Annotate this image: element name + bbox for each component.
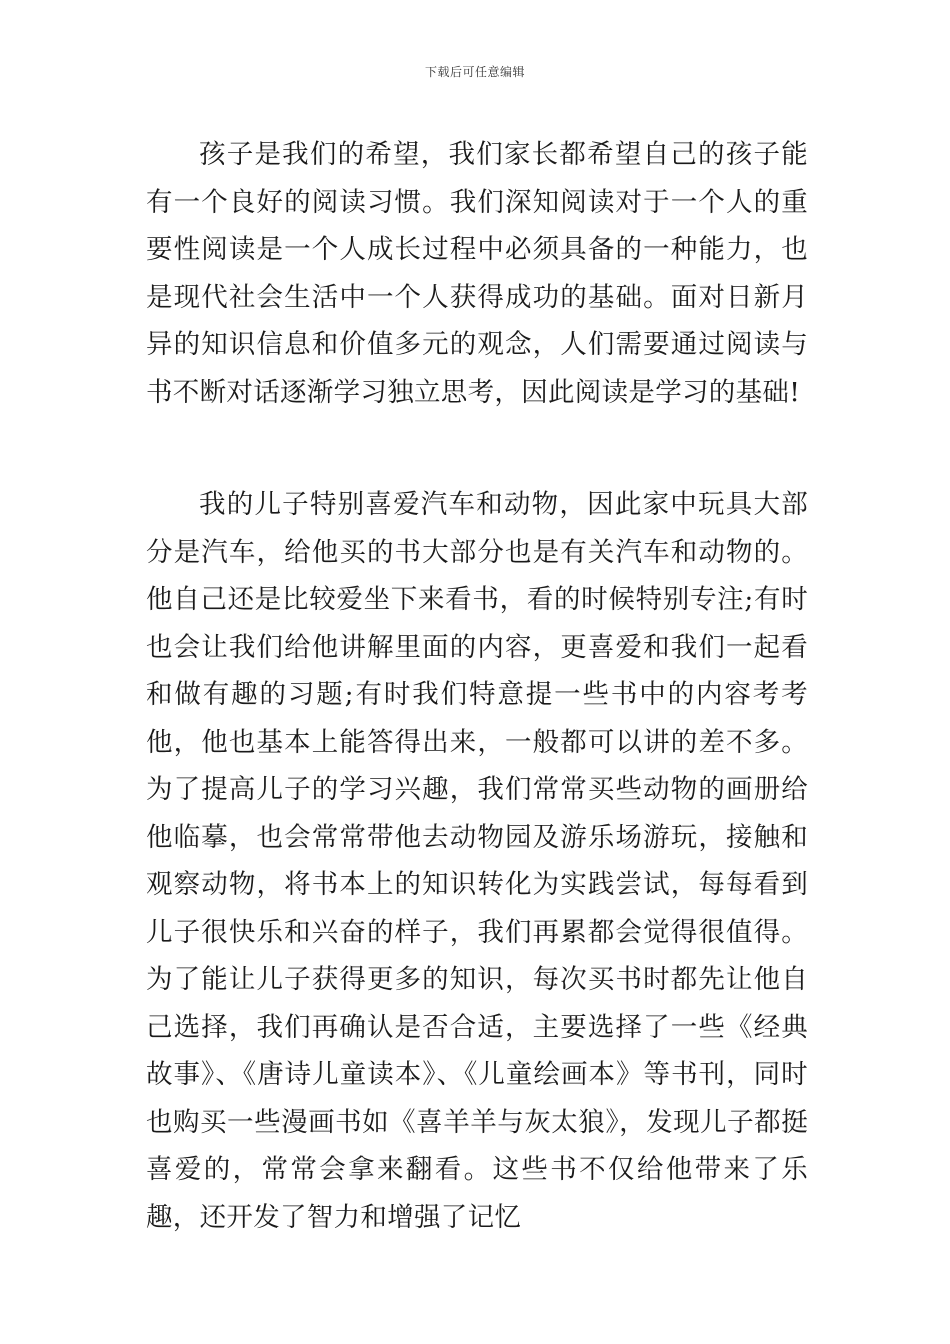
paragraph-son-reading-habits: 我的儿子特别喜爱汽车和动物，因此家中玩具大部分是汽车，给他买的书大部分也是有关汽车和动物的。他自己还是比较爱坐下来看书，看的时候特别专注;有时也会让我们给他讲解里面的内容，更喜爱和我们一起看和做有趣的习题;有时我们特意提一些书中的内容考考他，他也基本上能答得出来，一般都可以讲的差不多。为了提高儿子的学习兴趣，我们常常买些动物的画册给他临摹，也会常常带他去动物园及游乐场游玩，接触和观察动物，将书本上的知识转化为实践尝试，每每看到儿子很快乐和兴奋的样子，我们再累都会觉得很值得。为了能让儿子获得更多的知识，每次买书时都先让他自己选择，我们再确认是否合适，主要选择了一些《经典故事》、《唐诗儿童读本》、《儿童绘画本》等书刊，同时也购买一些漫画书如《喜羊羊与灰太狼》，发现儿子都挺喜爱的，常常会拿来翻看。这些书不仅给他带来了乐趣，还开发了智力和增强了记忆: [146, 489, 808, 1233]
paragraph-reading-importance: 孩子是我们的希望，我们家长都希望自己的孩子能有一个良好的阅读习惯。我们深知阅读对于一个人的重要性阅读是一个人成长过程中必须具备的一种能力，也是现代社会生活中一个人获得成功的基础。面对日新月异的知识信息和价值多元的观念，人们需要通过阅读与书不断对话逐渐学习独立思考，因此阅读是学习的基础!: [146, 139, 808, 408]
page-header-note: 下载后可任意编辑: [424, 65, 525, 79]
